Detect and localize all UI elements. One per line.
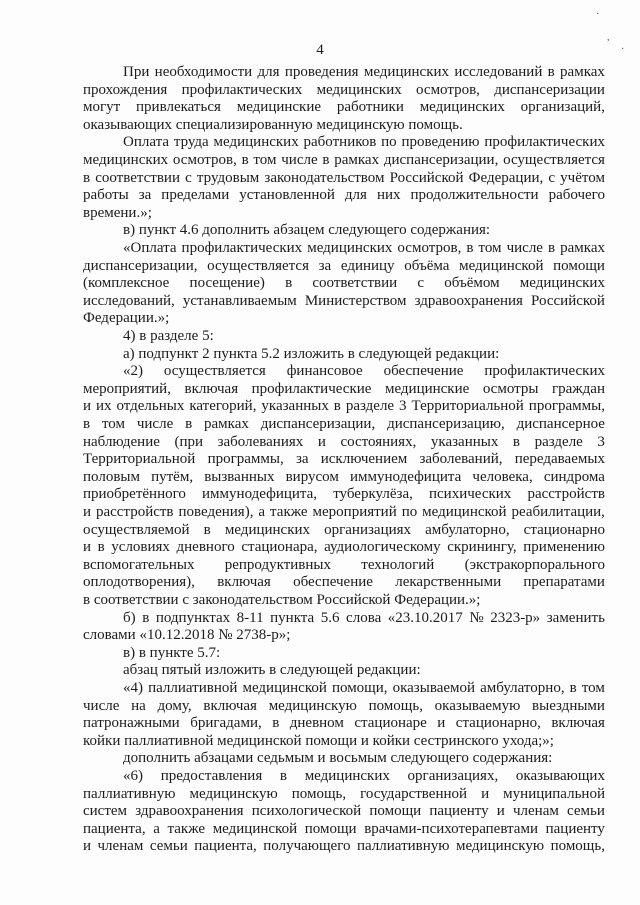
text-line: в соответствии с законодательством Российской Федерации.»; xyxy=(83,592,481,608)
text-line: работы за пределами установленной для них продолжительности рабочего xyxy=(83,187,605,204)
text-line: систем здравоохранения психологической помощи пациенту и членам семьи xyxy=(83,803,605,820)
document-body xyxy=(0,64,640,899)
text-line: осуществляемой в медицинских организациях амбулаторно, стационарно xyxy=(83,521,605,538)
text-line: дополнить абзацами седьмым и восьмым следующего содержания: xyxy=(123,750,553,767)
text-line: а) подпункт 2 пункта 5.2 изложить в следующей редакции: xyxy=(123,345,500,362)
text-line: и членам семьи пациента, получающего паллиативную медицинскую помощь, xyxy=(83,838,605,855)
text-line: Территориальной программы, за исключением заболеваний, передаваемых xyxy=(83,451,605,468)
text-line: Оплата труда медицинских работников по проведению профилактических xyxy=(123,134,605,151)
text-line: При необходимости для проведения медицинских исследований в рамках xyxy=(123,64,605,80)
text-line: абзац пятый изложить в следующей редакции: xyxy=(123,662,421,679)
text-line: койки паллиативной медицинской помощи и койки сестринского ухода;»; xyxy=(83,732,554,749)
text-line: «Оплата профилактических медицинских осмотров, в том числе в рамках xyxy=(123,240,605,256)
scan-speck: , xyxy=(607,32,610,43)
text-line: Федерации.»; xyxy=(83,310,170,327)
text-line: и в условиях дневного стационара, аудиологическому скринингу, применению xyxy=(83,539,605,556)
text-line: патронажными бригадами, в дневном стационаре и стационарно, включая xyxy=(83,715,605,732)
text-line: могут привлекаться медицинские работники медицинских организаций, xyxy=(83,99,605,116)
text-line: в соответствии с трудовым законодательством Российской Федерации, с учётом xyxy=(83,169,605,186)
text-line: оказывающих специализированную медицинскую помощь. xyxy=(83,116,463,133)
text-line: в) в пункте 5.7: xyxy=(123,644,221,661)
text-line: оплодотворения), включая обеспечение лекарственными препаратами xyxy=(83,574,605,591)
text-line: числе на дому, включая медицинскую помощь, оказываемую выездными xyxy=(83,697,605,714)
scan-speck: · xyxy=(621,44,625,55)
text-line: в) пункт 4.6 дополнить абзацем следующего содержания: xyxy=(123,222,491,239)
text-line: пациента, а также медицинской помощи врачами-психотерапевтами пациенту xyxy=(83,820,605,837)
text-line: паллиативную медицинскую помощь, государственной и муниципальной xyxy=(83,785,605,802)
text-line: медицинских осмотров, в том числе в рамках диспансеризации, осуществляется xyxy=(83,152,605,168)
text-line: половым путём, вызванных вирусом иммунодефицита человека, синдрома xyxy=(83,468,605,485)
text-line: приобретённого иммунодефицита, туберкулёза, психических расстройств xyxy=(83,486,605,503)
page-number: 4 xyxy=(316,42,324,58)
text-line: и их отдельных категорий, указанных в разделе 3 Территориальной программы, xyxy=(83,398,605,415)
text-line: 4) в разделе 5: xyxy=(123,328,214,344)
text-line: исследований, устанавливаемым Министерством здравоохранения Российской xyxy=(83,292,605,309)
text-line: наблюдение (при заболеваниях и состояниях, указанных в разделе 3 xyxy=(83,433,605,450)
text-line: «6) предоставления в медицинских организациях, оказывающих xyxy=(123,768,605,784)
text-line: вспомогательных репродуктивных технологий (экстракорпорального xyxy=(83,556,605,573)
scan-speck: · xyxy=(596,9,600,20)
text-line: (комплексное посещение) в соответствии с объёмом медицинских xyxy=(83,275,605,292)
text-line: словами «10.12.2018 № 2738-р»; xyxy=(83,627,291,644)
text-line: в том числе в рамках диспансеризации, диспансеризацию, диспансерное xyxy=(83,416,605,432)
text-line: мероприятий, включая профилактические медицинские осмотры граждан xyxy=(83,380,605,397)
text-line: и расстройств поведения), а также мероприятий по медицинской реабилитации, xyxy=(83,504,605,520)
text-line: «4) паллиативной медицинской помощи, оказываемой амбулаторно, в том xyxy=(123,680,605,696)
text-line: прохождения профилактических медицинских осмотров, диспансеризации xyxy=(83,81,605,98)
text-line: времени.»; xyxy=(83,204,152,221)
text-line: б) в подпунктах 8-11 пункта 5.6 слова «23.10.2017 № 2323-р» заменить xyxy=(123,609,605,626)
text-line: диспансеризации, осуществляется за единицу объёма медицинской помощи xyxy=(83,257,605,274)
text-line: «2) осуществляется финансовое обеспечение профилактических xyxy=(123,363,605,380)
